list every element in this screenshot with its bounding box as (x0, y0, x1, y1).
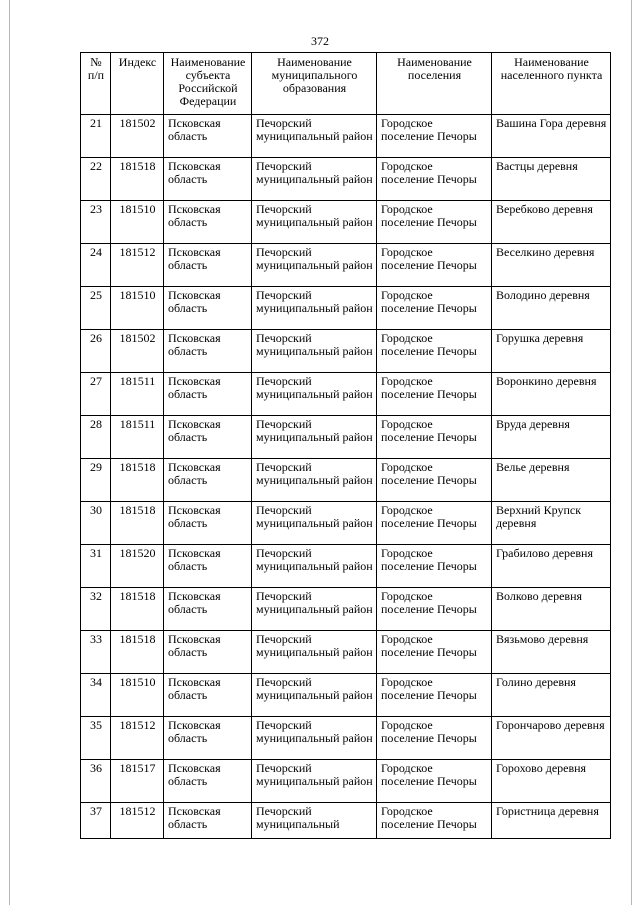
cell-settlement: Городское поселение Печоры (377, 287, 492, 330)
cell-subject: Псковская область (164, 115, 252, 158)
cell-number: 22 (81, 158, 111, 201)
table-row (81, 373, 611, 416)
cell-locality: Горохово деревня (492, 760, 611, 803)
cell-subject: Псковская область (164, 201, 252, 244)
cell-index: 181518 (111, 502, 164, 545)
cell-number: 24 (81, 244, 111, 287)
cell-number: 37 (81, 803, 111, 839)
header-settlement: Наименование поселения (377, 53, 492, 115)
cell-index: 181510 (111, 674, 164, 717)
cell-municipality: Печорский муниципальный район (252, 330, 377, 373)
cell-index: 181511 (111, 373, 164, 416)
cell-subject: Псковская область (164, 717, 252, 760)
cell-subject: Псковская область (164, 416, 252, 459)
cell-locality: Володино деревня (492, 287, 611, 330)
cell-number: 32 (81, 588, 111, 631)
cell-settlement: Городское поселение Печоры (377, 717, 492, 760)
cell-locality: Горончарово деревня (492, 717, 611, 760)
cell-number: 28 (81, 416, 111, 459)
cell-subject: Псковская область (164, 502, 252, 545)
cell-locality: Верхний Крупск деревня (492, 502, 611, 545)
table-row (81, 674, 611, 717)
cell-subject: Псковская область (164, 760, 252, 803)
cell-index: 181518 (111, 459, 164, 502)
cell-locality: Горушка деревня (492, 330, 611, 373)
table-row (81, 158, 611, 201)
table-row (81, 330, 611, 373)
cell-number: 35 (81, 717, 111, 760)
cell-index: 181512 (111, 244, 164, 287)
page-number: 372 (311, 34, 329, 48)
cell-number: 34 (81, 674, 111, 717)
cell-settlement: Городское поселение Печоры (377, 631, 492, 674)
header-number: № п/п (81, 53, 111, 115)
table-row (81, 502, 611, 545)
cell-number: 21 (81, 115, 111, 158)
cell-number: 30 (81, 502, 111, 545)
cell-settlement: Городское поселение Печоры (377, 803, 492, 839)
cell-index: 181512 (111, 717, 164, 760)
cell-locality: Вастцы деревня (492, 158, 611, 201)
localities-table (80, 52, 611, 839)
header-municipality: Наименование муниципального образования (252, 53, 377, 115)
cell-subject: Псковская область (164, 158, 252, 201)
cell-subject: Псковская область (164, 545, 252, 588)
cell-number: 25 (81, 287, 111, 330)
cell-locality: Велье деревня (492, 459, 611, 502)
cell-municipality: Печорский муниципальный район (252, 631, 377, 674)
cell-subject: Псковская область (164, 373, 252, 416)
cell-municipality: Печорский муниципальный район (252, 674, 377, 717)
cell-municipality: Печорский муниципальный район (252, 588, 377, 631)
cell-locality: Вруда деревня (492, 416, 611, 459)
cell-municipality: Печорский муниципальный район (252, 545, 377, 588)
table-row (81, 244, 611, 287)
table-row (81, 115, 611, 158)
cell-settlement: Городское поселение Печоры (377, 330, 492, 373)
cell-index: 181518 (111, 631, 164, 674)
header-index: Индекс (111, 53, 164, 115)
cell-index: 181502 (111, 330, 164, 373)
table-row (81, 717, 611, 760)
cell-locality: Голино деревня (492, 674, 611, 717)
cell-subject: Псковская область (164, 631, 252, 674)
cell-index: 181512 (111, 803, 164, 839)
cell-municipality: Печорский муниципальный (252, 803, 377, 839)
cell-locality: Вашина Гора деревня (492, 115, 611, 158)
cell-settlement: Городское поселение Печоры (377, 373, 492, 416)
cell-locality: Гористница деревня (492, 803, 611, 839)
cell-locality: Грабилово деревня (492, 545, 611, 588)
cell-locality: Волково деревня (492, 588, 611, 631)
table-row (81, 803, 611, 839)
cell-settlement: Городское поселение Печоры (377, 545, 492, 588)
cell-index: 181518 (111, 588, 164, 631)
cell-index: 181520 (111, 545, 164, 588)
table-row (81, 459, 611, 502)
cell-number: 27 (81, 373, 111, 416)
scan-edge-left (9, 0, 10, 905)
cell-settlement: Городское поселение Печоры (377, 201, 492, 244)
cell-settlement: Городское поселение Печоры (377, 674, 492, 717)
cell-index: 181510 (111, 201, 164, 244)
table-row (81, 588, 611, 631)
header-locality: Наименование населенного пункта (492, 53, 611, 115)
cell-index: 181518 (111, 158, 164, 201)
cell-subject: Псковская область (164, 330, 252, 373)
cell-municipality: Печорский муниципальный район (252, 115, 377, 158)
cell-municipality: Печорский муниципальный район (252, 717, 377, 760)
table-header-row (81, 53, 611, 115)
table-row (81, 545, 611, 588)
cell-locality: Веребково деревня (492, 201, 611, 244)
cell-subject: Псковская область (164, 803, 252, 839)
cell-index: 181502 (111, 115, 164, 158)
cell-settlement: Городское поселение Печоры (377, 115, 492, 158)
cell-settlement: Городское поселение Печоры (377, 459, 492, 502)
cell-number: 26 (81, 330, 111, 373)
scan-edge-right (631, 0, 632, 905)
table-row (81, 631, 611, 674)
cell-number: 33 (81, 631, 111, 674)
cell-locality: Веселкино деревня (492, 244, 611, 287)
table-row (81, 287, 611, 330)
cell-settlement: Городское поселение Печоры (377, 760, 492, 803)
cell-settlement: Городское поселение Печоры (377, 588, 492, 631)
cell-number: 31 (81, 545, 111, 588)
cell-index: 181517 (111, 760, 164, 803)
cell-municipality: Печорский муниципальный район (252, 416, 377, 459)
cell-number: 23 (81, 201, 111, 244)
cell-subject: Псковская область (164, 244, 252, 287)
cell-municipality: Печорский муниципальный район (252, 158, 377, 201)
table-row (81, 416, 611, 459)
cell-index: 181510 (111, 287, 164, 330)
cell-municipality: Печорский муниципальный район (252, 760, 377, 803)
cell-municipality: Печорский муниципальный район (252, 373, 377, 416)
cell-municipality: Печорский муниципальный район (252, 244, 377, 287)
cell-settlement: Городское поселение Печоры (377, 416, 492, 459)
cell-settlement: Городское поселение Печоры (377, 158, 492, 201)
cell-number: 36 (81, 760, 111, 803)
table-row (81, 760, 611, 803)
cell-subject: Псковская область (164, 588, 252, 631)
cell-subject: Псковская область (164, 287, 252, 330)
cell-locality: Воронкино деревня (492, 373, 611, 416)
cell-municipality: Печорский муниципальный район (252, 287, 377, 330)
table-body (81, 115, 611, 839)
table-row (81, 201, 611, 244)
cell-municipality: Печорский муниципальный район (252, 459, 377, 502)
cell-subject: Псковская область (164, 459, 252, 502)
cell-settlement: Городское поселение Печоры (377, 502, 492, 545)
cell-locality: Вязьмово деревня (492, 631, 611, 674)
cell-index: 181511 (111, 416, 164, 459)
cell-municipality: Печорский муниципальный район (252, 201, 377, 244)
cell-settlement: Городское поселение Печоры (377, 244, 492, 287)
cell-subject: Псковская область (164, 674, 252, 717)
cell-municipality: Печорский муниципальный район (252, 502, 377, 545)
cell-number: 29 (81, 459, 111, 502)
header-subject: Наименование субъекта Российской Федерации (164, 53, 252, 115)
